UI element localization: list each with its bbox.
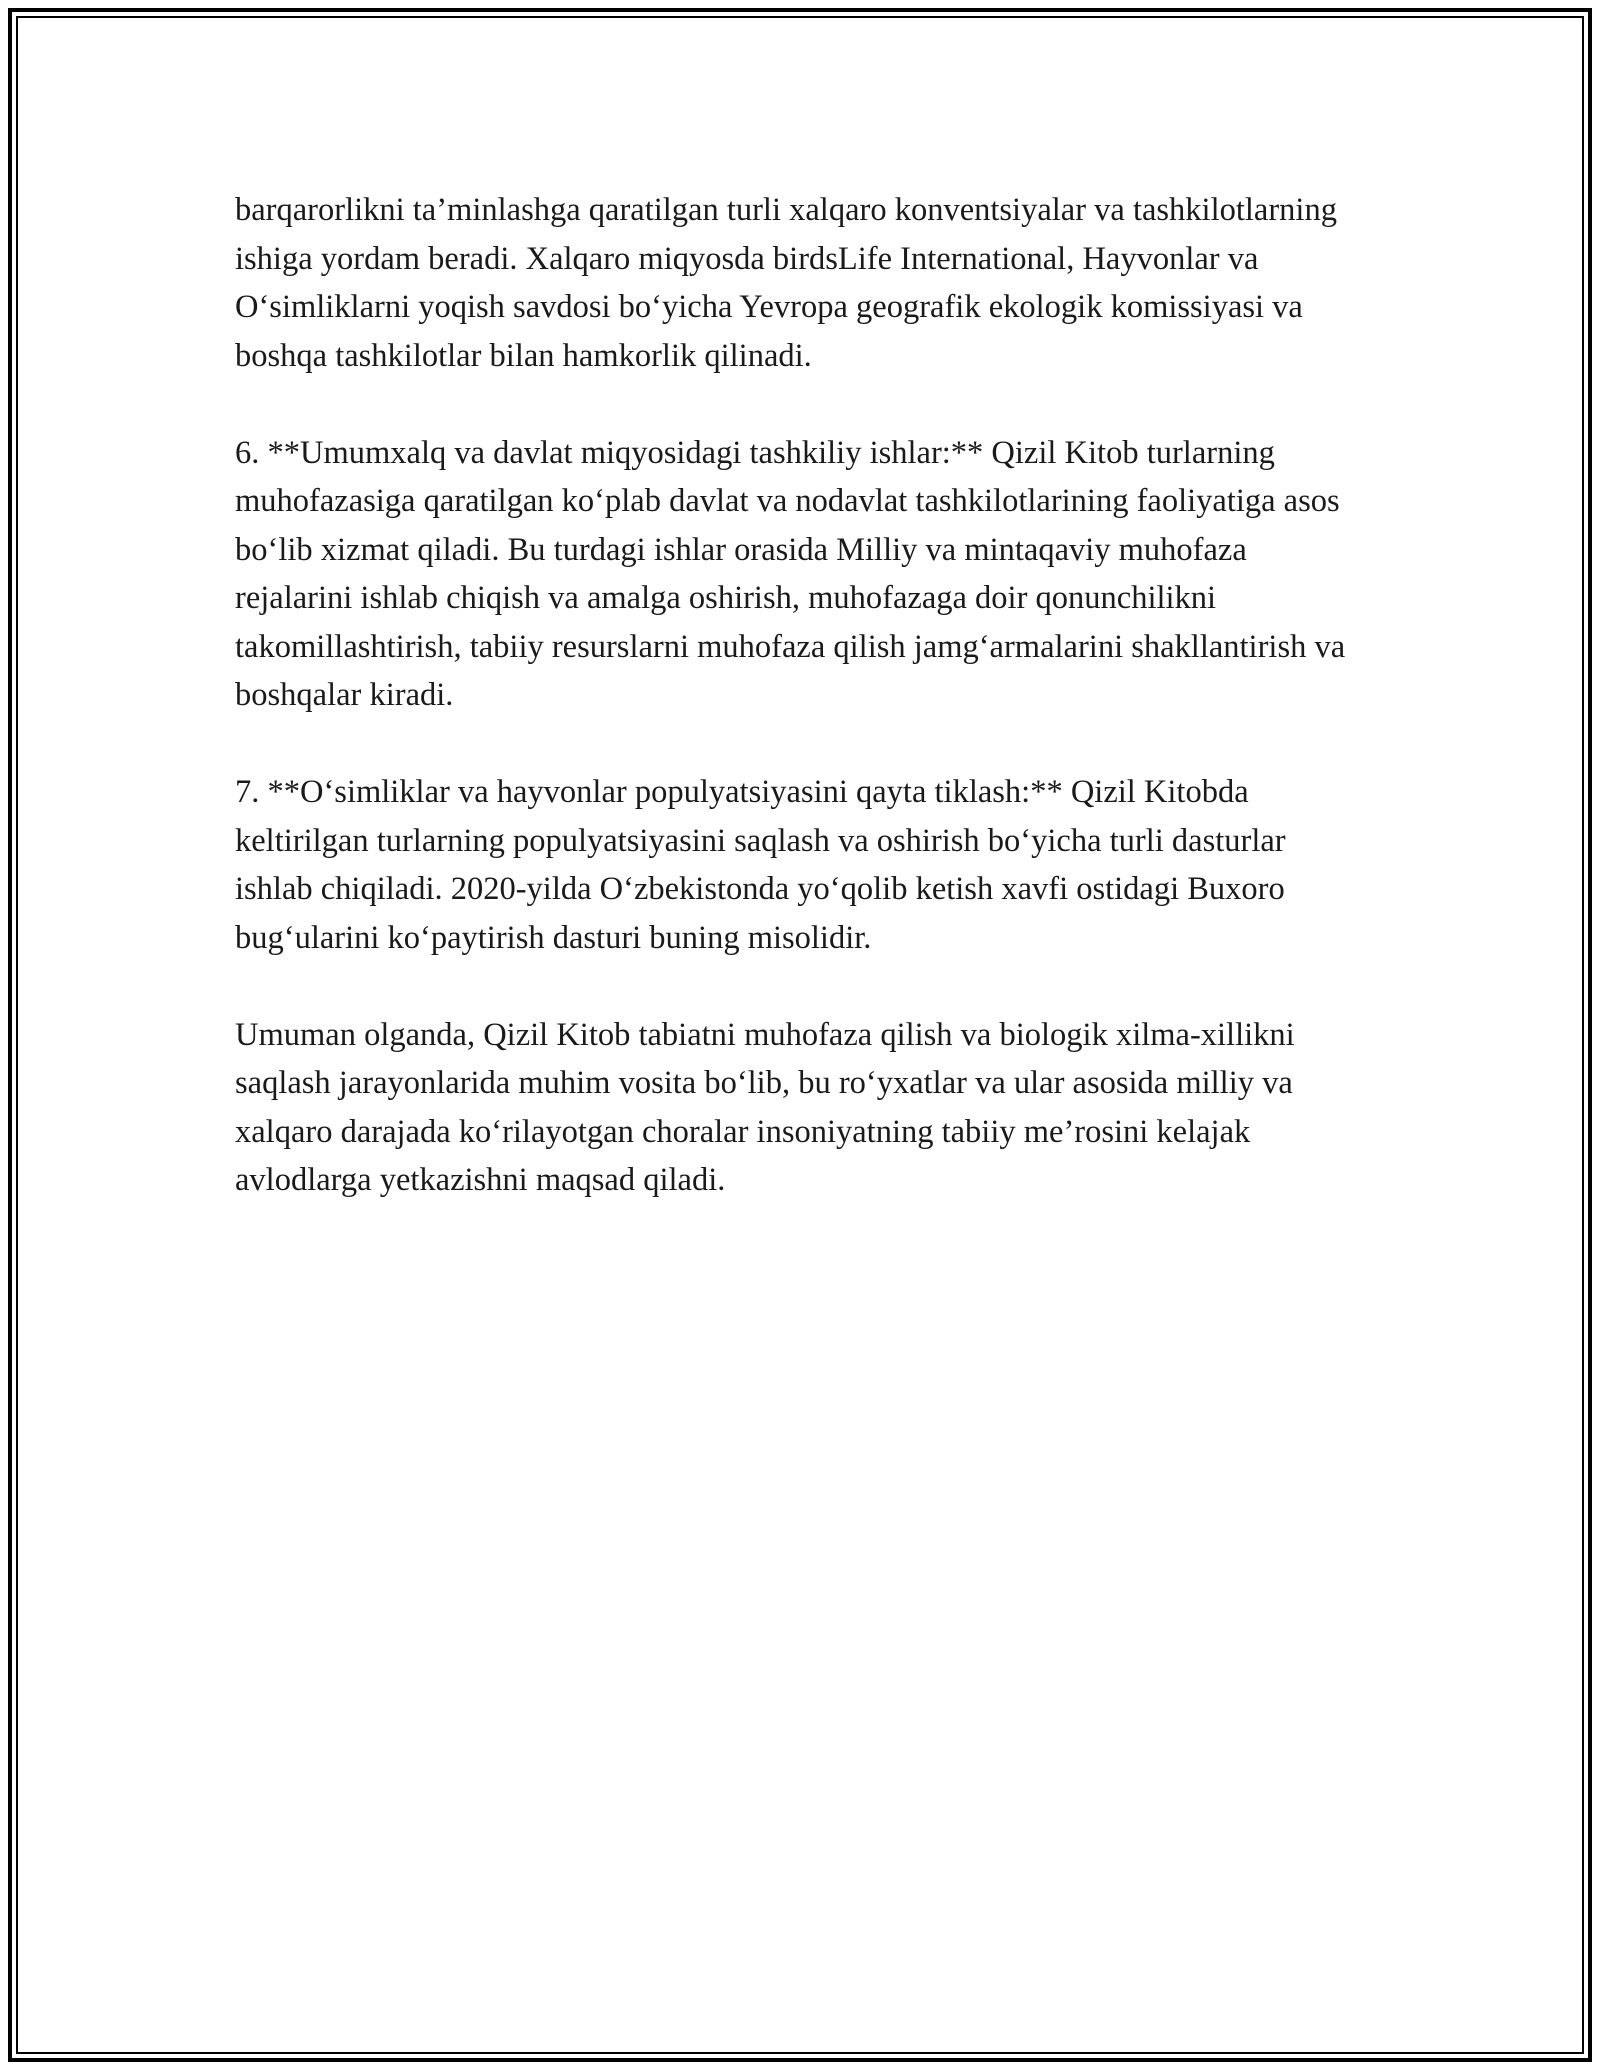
paragraph-conclusion: Umuman olganda, Qizil Kitob tabiatni muhofaza qilish va biologik xilma-xillikni saqlash jarayonlarida muhim vosita bo‘lib, bu ro‘yxatlar va ular asosida milliy va xalqaro darajada ko‘rilayotgan choralar insoniyatning tabiiy me’rosini kelajak avlodlarga yetkazishni maqsad qiladi. xyxy=(235,1016,1295,1198)
paragraph-item-7: 7. **O‘simliklar va hayvonlar populyatsiyasini qayta tiklash:** Qizil Kitobda keltirilgan turlarning populyatsiyasini saqlash va oshirish bo‘yicha turli dasturlar ishlab chiqiladi. 2020-yilda O‘zbekistonda yo‘qolib ketish xavfi ostidagi Buxoro bug‘ularini ko‘paytirish dasturi buning misolidir. xyxy=(235,774,1286,956)
paragraph-item-6: 6. **Umumxalq va davlat miqyosidagi tashkiliy ishlar:** Qizil Kitob turlarning muhofazasiga qaratilgan ko‘plab davlat va nodavlat tashkilotlarining faoliyatiga asos bo‘lib xizmat qiladi. Bu turdagi ishlar orasida Milliy va mintaqaviy muhofaza rejalarini ishlab chiqish va amalga oshirish, muhofazaga doir qonunchilikni takomillashtirish, tabiiy resurslarni muhofaza qilish jamg‘armalarini shakllantirish va boshqalar kiradi. xyxy=(235,434,1346,713)
paragraph-continuation: barqarorlikni ta’minlashga qaratilgan turli xalqaro konventsiyalar va tashkilotlarning ishiga yordam beradi. Xalqaro miqyosda birdsLife International, Hayvonlar va O‘simliklarni yoqish savdosi bo‘yicha Yevropa geografik ekologik komissiyasi va boshqa tashkilotlar bilan hamkorlik qilinadi. xyxy=(235,192,1337,374)
document-body xyxy=(235,186,1365,1253)
